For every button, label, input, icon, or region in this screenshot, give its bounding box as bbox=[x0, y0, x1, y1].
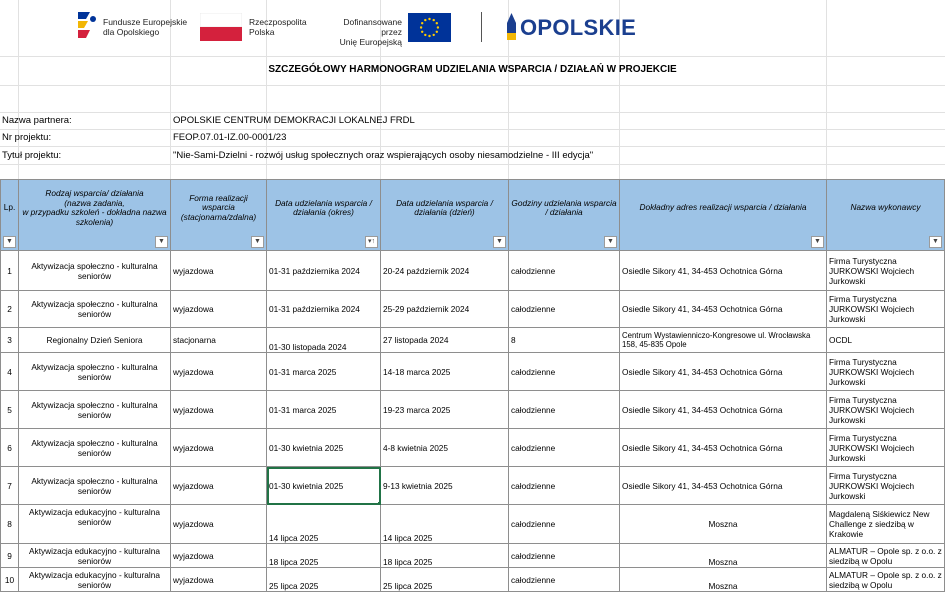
col-header-forma[interactable] bbox=[171, 180, 267, 251]
cell-wykonawca[interactable]: Firma Turystyczna JURKOWSKI Wojciech Jurkowski bbox=[827, 429, 945, 467]
cell-okres[interactable]: 25 lipca 2025 bbox=[267, 568, 381, 592]
col-header-label: Forma realizacji wsparcia (stacjonarna/zdalna) bbox=[180, 192, 257, 222]
col-header-godziny[interactable] bbox=[509, 180, 620, 251]
cell-lp[interactable]: 1 bbox=[1, 251, 19, 291]
cell-lp[interactable]: 2 bbox=[1, 291, 19, 328]
col-header-label: Rodzaj wsparcia/ działania (nazwa zadania, w przypadku szkoleń - dokładna nazwa szkolenia) bbox=[22, 188, 167, 227]
cell-forma[interactable]: wyjazdowa bbox=[171, 353, 267, 391]
cell-lp[interactable]: 8 bbox=[1, 505, 19, 544]
cell-rodzaj[interactable]: Aktywizacja edukacyjno - kulturalna seniorów bbox=[19, 568, 171, 592]
partner-value: OPOLSKIE CENTRUM DEMOKRACJI LOKALNEJ FRDL bbox=[173, 115, 415, 126]
cell-dzien[interactable]: 18 lipca 2025 bbox=[381, 544, 509, 568]
col-header-label: Lp. bbox=[3, 202, 16, 213]
cell-godziny[interactable]: całodzienne bbox=[509, 391, 620, 429]
col-header-rodzaj[interactable] bbox=[19, 180, 171, 251]
fe-logo-icon bbox=[76, 10, 98, 40]
cell-lp[interactable]: 5 bbox=[1, 391, 19, 429]
filter-dropdown-icon[interactable]: ▼ bbox=[929, 236, 942, 248]
cell-adres[interactable]: Osiedle Sikory 41, 34-453 Ochotnica Górna bbox=[620, 353, 827, 391]
cell-wykonawca[interactable]: Magdaleną Siśkiewicz New Challenge z siedzibą w Krakowie bbox=[827, 505, 945, 544]
cell-dzien[interactable]: 14 lipca 2025 bbox=[381, 505, 509, 544]
cell-rodzaj[interactable]: Aktywizacja społeczno - kulturalna seniorów bbox=[19, 467, 171, 505]
cell-forma[interactable]: wyjazdowa bbox=[171, 544, 267, 568]
cell-okres[interactable]: 14 lipca 2025 bbox=[267, 505, 381, 544]
cell-rodzaj[interactable]: Aktywizacja edukacyjno - kulturalna seniorów bbox=[19, 505, 171, 544]
cell-godziny[interactable]: całodzienne bbox=[509, 291, 620, 328]
cell-godziny[interactable]: całodzienne bbox=[509, 505, 620, 544]
cell-forma[interactable]: wyjazdowa bbox=[171, 291, 267, 328]
col-header-okres[interactable] bbox=[267, 180, 381, 251]
cell-forma[interactable]: wyjazdowa bbox=[171, 568, 267, 592]
cell-okres[interactable]: 01-31 marca 2025 bbox=[267, 353, 381, 391]
col-header-dzien[interactable] bbox=[381, 180, 509, 251]
cell-okres-selected[interactable] bbox=[267, 467, 381, 505]
cell-rodzaj[interactable]: Aktywizacja społeczno - kulturalna seniorów bbox=[19, 391, 171, 429]
cell-godziny[interactable]: całodzienne bbox=[509, 429, 620, 467]
cell-adres[interactable]: Osiedle Sikory 41, 34-453 Ochotnica Górna bbox=[620, 251, 827, 291]
cell-forma[interactable]: stacjonarna bbox=[171, 328, 267, 353]
cell-dzien[interactable]: 20-24 październik 2024 bbox=[381, 251, 509, 291]
filter-dropdown-icon[interactable]: ▼ bbox=[604, 236, 617, 248]
table-row bbox=[1, 328, 945, 353]
cell-rodzaj[interactable]: Aktywizacja społeczno - kulturalna seniorów bbox=[19, 353, 171, 391]
project-title-label: Tytuł projektu: bbox=[2, 150, 62, 161]
cell-okres[interactable]: 01-30 listopada 2024 bbox=[267, 328, 381, 353]
cell-adres[interactable]: Moszna bbox=[620, 544, 827, 568]
col-header-label: Data udzielania wsparcia / działania (dzień) bbox=[396, 197, 493, 217]
cell-lp[interactable]: 10 bbox=[1, 568, 19, 592]
filter-dropdown-icon[interactable]: ▼ bbox=[155, 236, 168, 248]
cell-lp[interactable]: 9 bbox=[1, 544, 19, 568]
cell-lp[interactable]: 3 bbox=[1, 328, 19, 353]
cell-okres[interactable]: 01-31 października 2024 bbox=[267, 291, 381, 328]
cell-wykonawca[interactable]: Firma Turystyczna JURKOWSKI Wojciech Jurkowski bbox=[827, 353, 945, 391]
filter-dropdown-icon[interactable]: ▼ bbox=[251, 236, 264, 248]
table-row bbox=[1, 568, 945, 592]
sheet-title: SZCZEGÓŁOWY HARMONOGRAM UDZIELANIA WSPARCIA / DZIAŁAŃ W PROJEKCIE bbox=[268, 64, 677, 75]
cell-dzien[interactable]: 19-23 marca 2025 bbox=[381, 391, 509, 429]
logo-divider bbox=[481, 12, 482, 42]
cell-godziny[interactable]: całodzienne bbox=[509, 544, 620, 568]
eu-flag-icon bbox=[408, 13, 451, 42]
cell-dzien[interactable]: 14-18 marca 2025 bbox=[381, 353, 509, 391]
cell-forma[interactable]: wyjazdowa bbox=[171, 251, 267, 291]
table-row bbox=[1, 251, 945, 291]
filter-dropdown-icon[interactable]: ▼ bbox=[493, 236, 506, 248]
table-row bbox=[1, 467, 945, 505]
cell-rodzaj[interactable]: Aktywizacja społeczno - kulturalna seniorów bbox=[19, 291, 171, 328]
poland-flag-icon bbox=[200, 13, 242, 41]
selected-cell-value: 01-30 kwietnia 2025 bbox=[269, 480, 344, 491]
fe-logo-text: Fundusze Europejskie dla Opolskiego bbox=[103, 17, 188, 37]
cell-okres[interactable]: 18 lipca 2025 bbox=[267, 544, 381, 568]
col-header-label: Nazwa wykonawcy bbox=[850, 202, 921, 213]
cell-godziny[interactable]: 8 bbox=[509, 328, 620, 353]
project-no-value: FEOP.07.01-IZ.00-0001/23 bbox=[173, 132, 287, 143]
cell-okres[interactable]: 01-31 marca 2025 bbox=[267, 391, 381, 429]
filter-dropdown-icon[interactable]: ▼ bbox=[811, 236, 824, 248]
cell-adres[interactable]: Osiedle Sikory 41, 34-453 Ochotnica Górna bbox=[620, 391, 827, 429]
col-header-wykonawca[interactable] bbox=[827, 180, 945, 251]
table-row bbox=[1, 505, 945, 544]
cell-wykonawca[interactable]: OCDL bbox=[827, 328, 945, 353]
table-row bbox=[1, 544, 945, 568]
col-header-lp[interactable] bbox=[1, 180, 19, 251]
table-row bbox=[1, 429, 945, 467]
filter-dropdown-icon[interactable]: ▼ bbox=[3, 236, 16, 248]
cell-godziny[interactable]: całodzienne bbox=[509, 568, 620, 592]
cell-adres[interactable]: Osiedle Sikory 41, 34-453 Ochotnica Górna bbox=[620, 467, 827, 505]
cell-godziny[interactable]: całodzienne bbox=[509, 251, 620, 291]
cell-okres[interactable]: 01-30 kwietnia 2025 bbox=[267, 429, 381, 467]
cell-wykonawca[interactable]: ALMATUR – Opole sp. z o.o. z siedzibą w Opolu bbox=[827, 544, 945, 568]
cell-adres[interactable]: Osiedle Sikory 41, 34-453 Ochotnica Górna bbox=[620, 291, 827, 328]
cell-wykonawca[interactable]: Firma Turystyczna JURKOWSKI Wojciech Jurkowski bbox=[827, 391, 945, 429]
cell-wykonawca[interactable]: Firma Turystyczna JURKOWSKI Wojciech Jurkowski bbox=[827, 467, 945, 505]
cell-forma[interactable]: wyjazdowa bbox=[171, 429, 267, 467]
project-title-value: "Nie-Sami-Dzielni - rozwój usług społecznych oraz wspierających osoby niesamodzielne - III edycja" bbox=[173, 150, 594, 161]
fill-handle[interactable] bbox=[378, 502, 381, 505]
table-row bbox=[1, 291, 945, 328]
partner-label: Nazwa partnera: bbox=[2, 115, 72, 126]
cell-rodzaj[interactable]: Regionalny Dzień Seniora bbox=[19, 328, 171, 353]
project-no-label: Nr projektu: bbox=[2, 132, 52, 143]
cell-rodzaj[interactable]: Aktywizacja społeczno - kulturalna seniorów bbox=[19, 251, 171, 291]
cell-wykonawca[interactable]: Firma Turystyczna JURKOWSKI Wojciech Jurkowski bbox=[827, 251, 945, 291]
cell-rodzaj[interactable]: Aktywizacja społeczno - kulturalna seniorów bbox=[19, 429, 171, 467]
opolskie-logo-text: OPOLSKIE bbox=[520, 15, 637, 40]
cell-adres[interactable]: Moszna bbox=[620, 505, 827, 544]
col-header-adres[interactable] bbox=[620, 180, 827, 251]
cell-forma[interactable]: wyjazdowa bbox=[171, 391, 267, 429]
schedule-table bbox=[0, 179, 945, 592]
cell-rodzaj[interactable]: Aktywizacja edukacyjno - kulturalna seniorów bbox=[19, 544, 171, 568]
cell-wykonawca[interactable]: ALMATUR – Opole sp. z o.o. z siedzibą w Opolu bbox=[827, 568, 945, 592]
col-header-label: Dokładny adres realizacji wsparcia / działania bbox=[639, 202, 807, 213]
cell-forma[interactable]: wyjazdowa bbox=[171, 505, 267, 544]
cell-dzien[interactable]: 9-13 kwietnia 2025 bbox=[381, 467, 509, 505]
opolskie-emblem-icon bbox=[505, 13, 518, 41]
header-row bbox=[1, 180, 945, 251]
cell-dzien[interactable]: 27 listopada 2024 bbox=[381, 328, 509, 353]
table-row bbox=[1, 353, 945, 391]
cell-adres[interactable]: Centrum Wystawienniczo-Kongresowe ul. Wrocławska 158, 45-835 Opole bbox=[620, 328, 827, 353]
cell-forma[interactable]: wyjazdowa bbox=[171, 467, 267, 505]
cell-godziny[interactable]: całodzienne bbox=[509, 467, 620, 505]
cell-dzien[interactable]: 25-29 październik 2024 bbox=[381, 291, 509, 328]
ue-logo-text: Dofinansowane przez Unię Europejską bbox=[339, 17, 402, 47]
cell-adres[interactable]: Osiedle Sikory 41, 34-453 Ochotnica Górna bbox=[620, 429, 827, 467]
logo-bar bbox=[0, 0, 945, 56]
cell-dzien[interactable]: 25 lipca 2025 bbox=[381, 568, 509, 592]
cell-wykonawca[interactable]: Firma Turystyczna JURKOWSKI Wojciech Jurkowski bbox=[827, 291, 945, 328]
col-header-label: Godziny udzielania wsparcia / działania bbox=[511, 197, 617, 217]
cell-lp[interactable]: 4 bbox=[1, 353, 19, 391]
sort-filter-icon[interactable]: ▾↑ bbox=[365, 236, 378, 248]
table-row bbox=[1, 391, 945, 429]
cell-adres[interactable]: Moszna bbox=[620, 568, 827, 592]
cell-dzien[interactable]: 4-8 kwietnia 2025 bbox=[381, 429, 509, 467]
col-header-label: Data udzielania wsparcia / działania (okres) bbox=[275, 197, 372, 217]
cell-okres[interactable]: 01-31 października 2024 bbox=[267, 251, 381, 291]
cell-godziny[interactable]: całodzienne bbox=[509, 353, 620, 391]
cell-lp[interactable]: 7 bbox=[1, 467, 19, 505]
cell-lp[interactable]: 6 bbox=[1, 429, 19, 467]
rp-logo-text: Rzeczpospolita Polska bbox=[249, 17, 307, 37]
